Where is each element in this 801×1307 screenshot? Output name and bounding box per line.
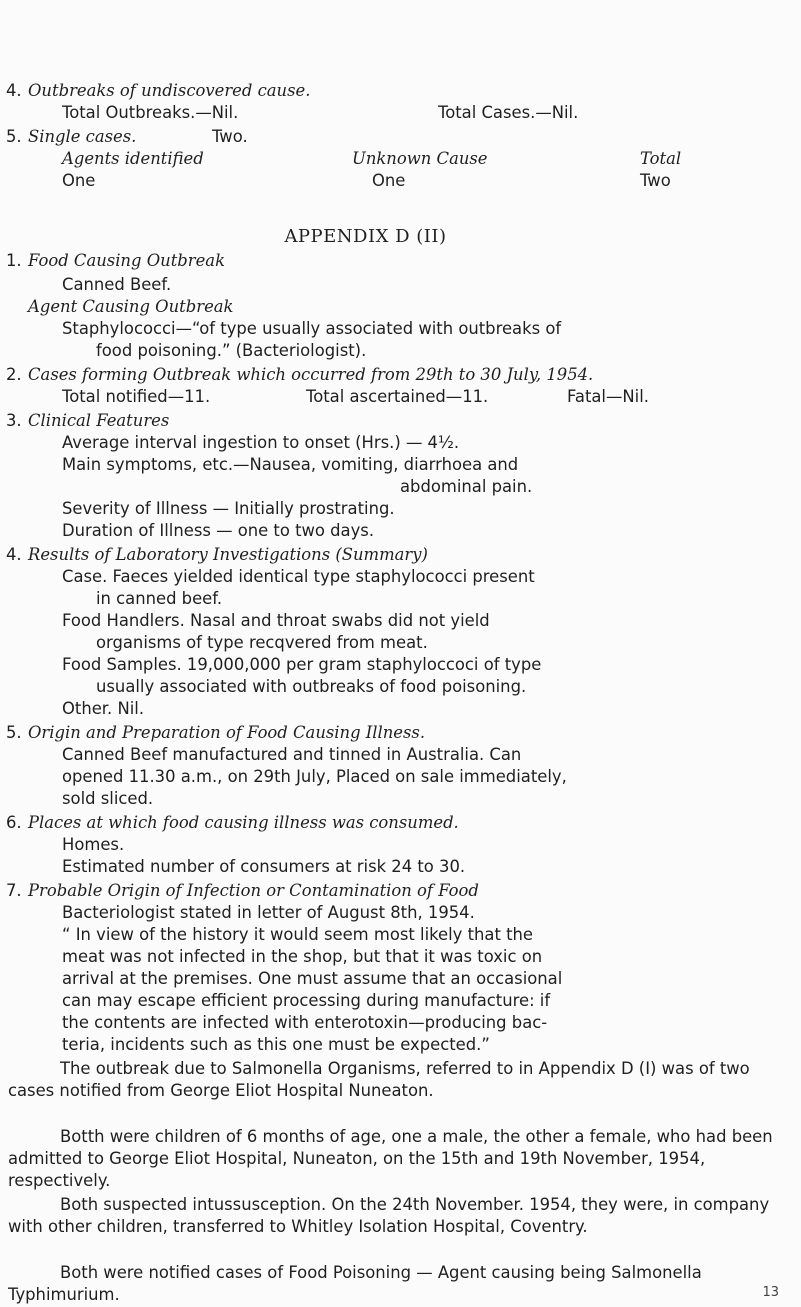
value-unknown: One xyxy=(372,171,406,190)
item-title: Food Causing Outbreak xyxy=(28,251,226,270)
item-title: Origin and Preparation of Food Causing Illness. xyxy=(28,723,426,742)
single-cases-count: Two. xyxy=(212,127,248,146)
quote-line: arrival at the premises. One must assume that an occasional xyxy=(62,969,563,988)
section-number: 4. xyxy=(6,81,22,100)
clinical-line: Severity of Illness — Initially prostrating. xyxy=(62,499,395,518)
body-paragraph: Botth were children of 6 months of age, one a male, the other a female, who had been admitted to George Eliot Hospital, Nuneaton, on the 15th and 19th November, 1954, respectively. xyxy=(8,1127,773,1190)
column-header-agents: Agents identified xyxy=(62,149,204,168)
quote-line: Bacteriologist stated in letter of August 8th, 1954. xyxy=(62,903,475,922)
column-header-unknown: Unknown Cause xyxy=(352,149,488,168)
quote-line: the contents are infected with enterotoxin—producing bac- xyxy=(62,1013,548,1032)
appendix-heading: APPENDIX D (II) xyxy=(284,226,447,247)
clinical-line: Duration of Illness — one to two days. xyxy=(62,521,375,540)
item-number: 5. xyxy=(6,723,22,742)
value-agents: One xyxy=(62,171,96,190)
body-paragraph: Both suspected intussusception. On the 24th November. 1954, they were, in company with other children, transferred to Whitley Isolation Hospital, Coventry. xyxy=(8,1195,770,1236)
total-cases: Total Cases.—Nil. xyxy=(438,103,579,122)
lab-line: Food Samples. 19,000,000 per gram staphyloccoci of type xyxy=(62,655,542,674)
food-name: Canned Beef. xyxy=(62,275,172,294)
quote-line: can may escape efficient processing during manufacture: if xyxy=(62,991,551,1010)
lab-line: Other. Nil. xyxy=(62,699,145,718)
item-number: 2. xyxy=(6,365,22,384)
item-title: Probable Origin of Infection or Contamination of Food xyxy=(28,881,479,900)
origin-line: opened 11.30 a.m., on 29th July, Placed on sale immediately, xyxy=(62,767,567,786)
column-header-total: Total xyxy=(640,149,682,168)
body-paragraph: Both were notified cases of Food Poisoning — Agent causing being Salmonella Typhimurium. xyxy=(8,1263,702,1304)
total-notified: Total notified—11. xyxy=(62,387,211,406)
lab-line: organisms of type recqvered from meat. xyxy=(96,633,428,652)
clinical-line: Average interval ingestion to onset (Hrs.) — 4½. xyxy=(62,433,460,452)
quote-line: “ In view of the history it would seem most likely that the xyxy=(62,925,533,944)
quote-line: meat was not infected in the shop, but that it was toxic on xyxy=(62,947,543,966)
value-total: Two xyxy=(640,171,671,190)
agent-text: Staphylococci—“of type usually associated with outbreaks of xyxy=(62,319,562,338)
agent-title: Agent Causing Outbreak xyxy=(28,297,234,316)
section-number: 5. xyxy=(6,127,22,146)
item-number: 3. xyxy=(6,411,22,430)
page-number: 13 xyxy=(762,1285,779,1300)
item-title: Places at which food causing illness was consumed. xyxy=(28,813,459,832)
fatal-count: Fatal—Nil. xyxy=(567,387,649,406)
item-title: Results of Laboratory Investigations (Summary) xyxy=(28,545,428,564)
lab-line: usually associated with outbreaks of food poisoning. xyxy=(96,677,527,696)
lab-line: Case. Faeces yielded identical type staphylococci present xyxy=(62,567,535,586)
item-number: 6. xyxy=(6,813,22,832)
item-title: Cases forming Outbreak which occurred from 29th to 30 July, 1954. xyxy=(28,365,594,384)
lab-line: in canned beef. xyxy=(96,589,223,608)
item-number: 7. xyxy=(6,881,22,900)
places-line: Estimated number of consumers at risk 24 to 30. xyxy=(62,857,466,876)
places-line: Homes. xyxy=(62,835,125,854)
body-paragraph: The outbreak due to Salmonella Organisms, referred to in Appendix D (I) was of two cases notified from George Eliot Hospital Nuneaton. xyxy=(8,1059,750,1100)
section-title: Single cases. xyxy=(28,127,137,146)
clinical-line: Main symptoms, etc.—Nausea, vomiting, diarrhoea and xyxy=(62,455,519,474)
section-title: Outbreaks of undiscovered cause. xyxy=(28,81,311,100)
total-outbreaks: Total Outbreaks.—Nil. xyxy=(62,103,239,122)
origin-line: sold sliced. xyxy=(62,789,154,808)
clinical-line: abdominal pain. xyxy=(400,477,533,496)
item-number: 1. xyxy=(6,251,22,270)
item-title: Clinical Features xyxy=(28,411,170,430)
total-ascertained: Total ascertained—11. xyxy=(306,387,489,406)
item-number: 4. xyxy=(6,545,22,564)
origin-line: Canned Beef manufactured and tinned in Australia. Can xyxy=(62,745,522,764)
agent-text: food poisoning.” (Bacteriologist). xyxy=(96,341,367,360)
lab-line: Food Handlers. Nasal and throat swabs did not yield xyxy=(62,611,490,630)
quote-line: teria, incidents such as this one must be expected.” xyxy=(62,1035,490,1054)
